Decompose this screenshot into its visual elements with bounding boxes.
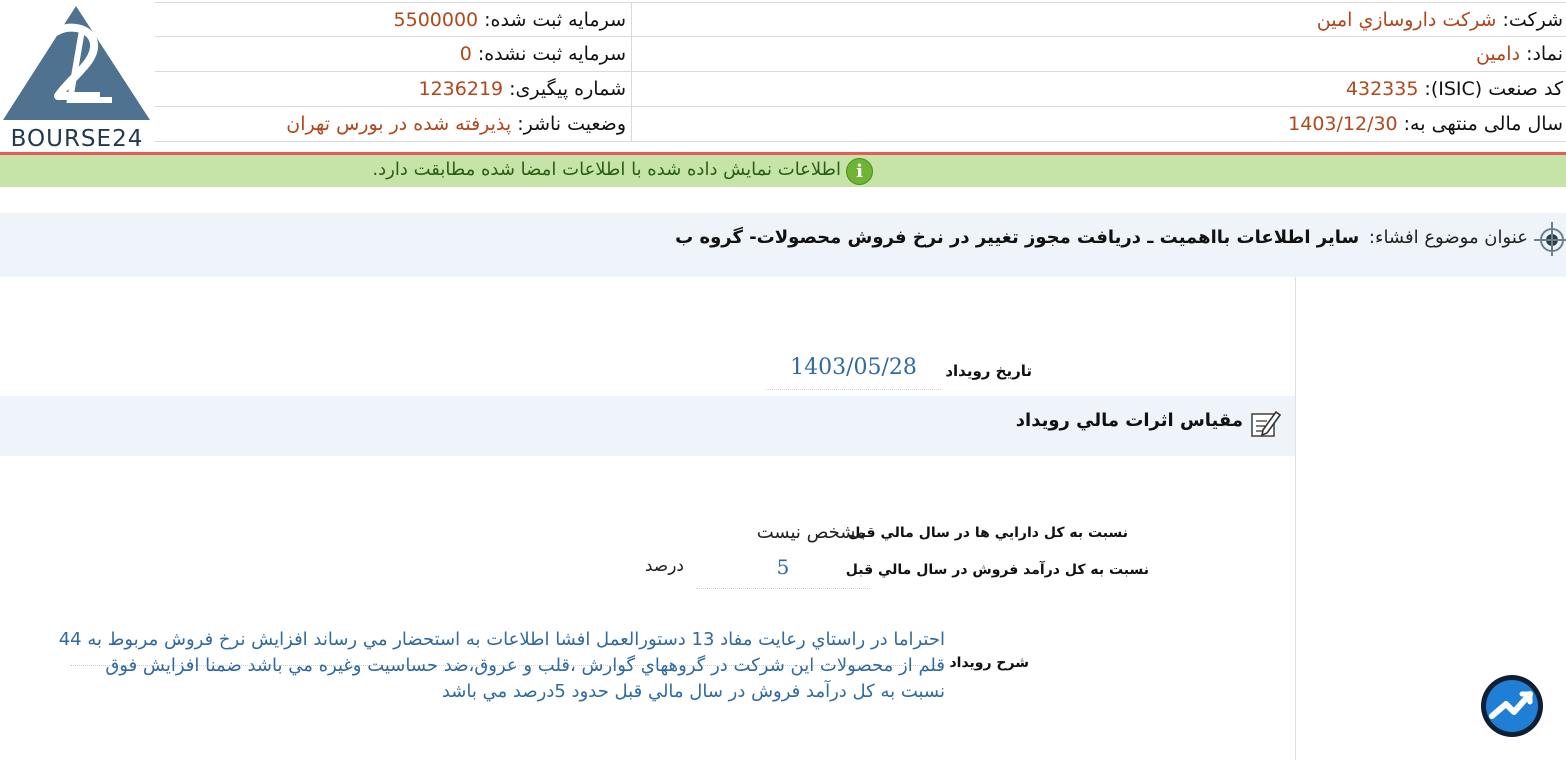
unregistered-capital-label: سرمايه ثبت نشده:: [477, 43, 626, 65]
financial-scale-title: مقياس اثرات مالي رويداد: [1015, 410, 1243, 431]
bourse24-logo: [0, 0, 155, 152]
event-date-value: 1403/05/28: [766, 352, 941, 390]
symbol-value: دامین: [1475, 43, 1521, 65]
revenue-ratio-unit: درصد: [644, 556, 684, 576]
content-side-divider: [1295, 277, 1296, 760]
company-value: شركت داروسازي امين: [1316, 9, 1497, 31]
registered-capital-label: سرمايه ثبت شده:: [484, 9, 626, 31]
event-description-line: نسبت به كل درآمد فروش در سال مالي قبل حدود 5درصد مي باشد: [441, 681, 945, 702]
revenue-ratio-value: 5: [696, 553, 870, 589]
header-column-divider: [631, 2, 632, 142]
fiscal-year-field: [1288, 107, 1563, 141]
registered-capital-field: [394, 3, 626, 37]
header-row-company: [155, 2, 1566, 37]
verification-notice-text: اطلاعات نمايش داده شده با اطلاعات امضا شده مطابقت دارد.: [372, 159, 841, 180]
financial-scale-header: [0, 396, 1295, 456]
edit-icon: [1249, 408, 1281, 440]
info-icon: i: [846, 158, 873, 185]
verification-notice: [0, 155, 1566, 187]
isic-label: کد صنعت (ISIC):: [1424, 78, 1563, 100]
disclosure-subject-value: سایر اطلاعات بااهمیت ـ دریافت مجوز تغییر در نرخ فروش محصولات- گروه ب: [675, 227, 1360, 248]
company-field: [1317, 3, 1563, 37]
header-row-symbol: [155, 37, 1566, 72]
revenue-ratio-label: نسبت به کل درآمد فروش در سال مالي قبل: [845, 562, 1149, 578]
publisher-status-value: پذیرفته شده در بورس تهران: [286, 113, 512, 135]
header-row-isic: [155, 72, 1566, 107]
publisher-status-label: وضعیت ناشر:: [517, 113, 626, 135]
event-description-label: شرح رويداد: [949, 655, 1029, 671]
unregistered-capital-field: [460, 37, 626, 71]
disclosure-subject-label: عنوان موضوع افشاء:: [1368, 227, 1528, 248]
assets-ratio-value: مشخص نيست: [756, 522, 866, 543]
logo-text: BOURSE24: [10, 126, 144, 152]
target-icon: [1530, 216, 1566, 256]
event-description-line: قلم از محصولات اين شركت در گروههاي گوارش ،قلب و عروق،ضد حساسيت وغيره مي باشد ضمنا افزايش فوق: [105, 655, 945, 676]
disclosure-subject: [675, 213, 1528, 263]
company-info-header: [155, 0, 1566, 143]
event-date-label: تاريخ رويداد: [945, 362, 1032, 380]
publisher-status-field: [286, 107, 626, 141]
trend-badge-icon[interactable]: [1480, 674, 1544, 738]
isic-value: 432335: [1345, 78, 1419, 100]
event-description: [60, 627, 945, 705]
symbol-field: [1476, 37, 1563, 71]
tracking-number-field: [419, 72, 627, 106]
tracking-number-value: 1236219: [418, 78, 504, 100]
registered-capital-value: 5500000: [393, 9, 479, 31]
disclosure-subject-bar: [0, 213, 1566, 277]
tracking-number-label: شماره پیگیری:: [509, 78, 626, 100]
unregistered-capital-value: 0: [459, 43, 472, 65]
assets-ratio-label: نسبت به کل دارايي ها در سال مالي قبل: [848, 525, 1128, 541]
fiscal-year-label: سال مالی منتهی به:: [1403, 113, 1563, 135]
fiscal-year-value: 1403/12/30: [1288, 113, 1398, 135]
header-row-fiscal-year: [155, 107, 1566, 142]
event-description-line: احتراما در راستاي رعايت مفاد 13 دستورالعمل افشا اطلاعات به استحضار مي رساند افزايش نرخ فروش مربوط به 44: [58, 629, 945, 650]
isic-field: [1346, 72, 1563, 106]
symbol-label: نماد:: [1526, 43, 1563, 65]
company-label: شرکت:: [1502, 9, 1563, 31]
